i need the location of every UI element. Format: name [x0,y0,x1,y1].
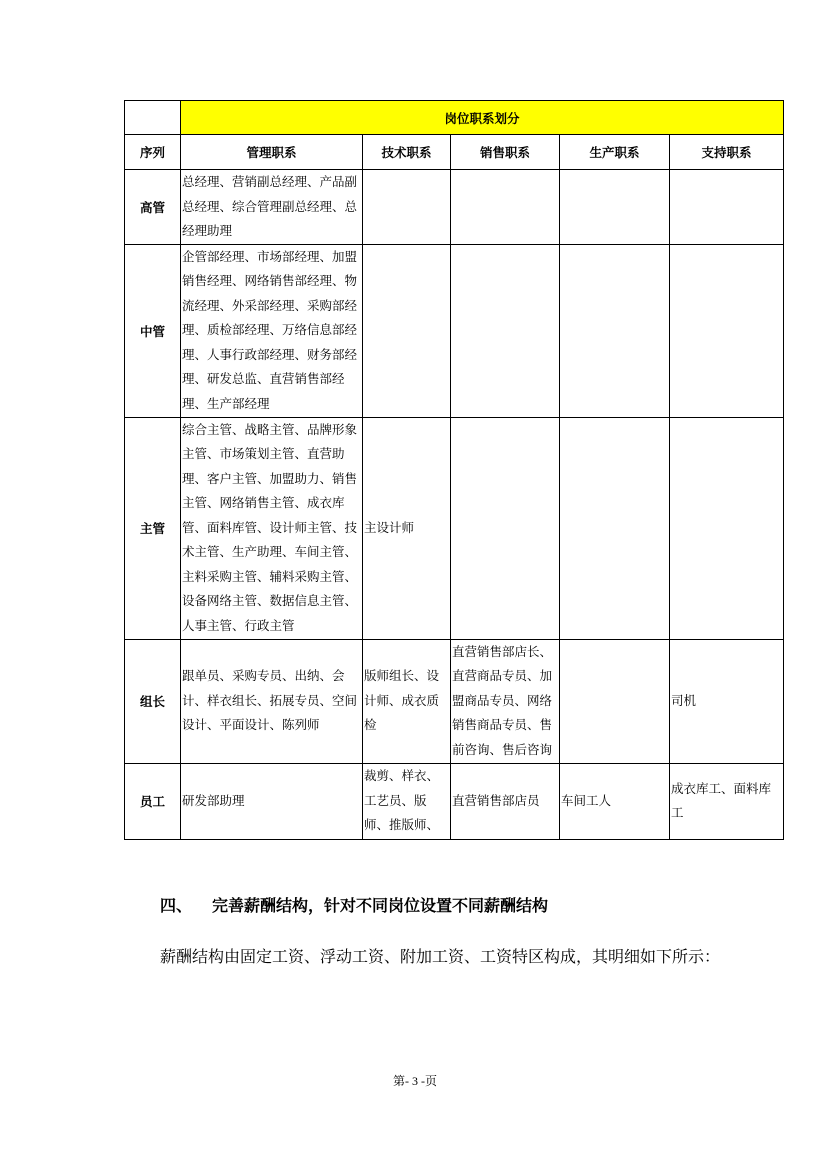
support-cell [670,417,784,639]
empty-corner-cell [125,101,181,135]
management-cell: 企管部经理、市场部经理、加盟销售经理、网络销售部经理、物流经理、外采部经理、采购部经理、质检部经理、万络信息部经理、人事行政部经理、财务部经理、研发总监、直营销售部经理、生产部经理 [181,244,363,417]
support-cell [670,170,784,245]
table-group-header-row [125,101,784,135]
row-level-label: 主管 [125,417,181,639]
section-heading [160,893,548,916]
production-cell: 车间工人 [560,763,670,839]
technical-cell: 主设计师 [363,417,451,639]
sales-cell [451,244,560,417]
page-footer: 第- 3 -页 [393,1074,437,1088]
section-number: 四、 [160,896,193,915]
support-cell: 司机 [670,639,784,763]
row-level-label: 中管 [125,244,181,417]
sales-cell: 直营销售部店长、直营商品专员、加盟商品专员、网络销售商品专员、售前咨询、售后咨询 [451,639,560,763]
table-row [125,763,784,839]
row-level-label: 员工 [125,763,181,839]
column-header: 生产职系 [560,135,670,170]
management-cell: 总经理、营销副总经理、产品副总经理、综合管理副总经理、总经理助理 [181,170,363,245]
row-level-label: 组长 [125,639,181,763]
production-cell [560,170,670,245]
column-header: 序列 [125,135,181,170]
production-cell [560,639,670,763]
management-cell: 研发部助理 [181,763,363,839]
technical-cell [363,170,451,245]
technical-cell: 裁剪、样衣、工艺员、版师、推版师、 [363,763,451,839]
column-header: 技术职系 [363,135,451,170]
group-header: 岗位职系划分 [181,101,784,135]
section-title: 完善薪酬结构，针对不同岗位设置不同薪酬结构 [212,896,549,915]
production-cell [560,244,670,417]
body-paragraph: 薪酬结构由固定工资、浮动工资、附加工资、工资特区构成，其明细如下所示： [160,947,721,966]
sales-cell: 直营销售部店员 [451,763,560,839]
management-cell: 综合主管、战略主管、品牌形象主管、市场策划主管、直营助理、客户主管、加盟助力、销售主管、网络销售主管、成衣库管、面料库管、设计师主管、技术主管、生产助理、车间主管、主料采购主管、辅料采购主管、设备网络主管、数据信息主管、人事主管、行政主管 [181,417,363,639]
column-header-row [125,135,784,170]
production-cell [560,417,670,639]
management-cell: 跟单员、采购专员、出纳、会计、样衣组长、拓展专员、空间设计、平面设计、陈列师 [181,639,363,763]
row-level-label: 高管 [125,170,181,245]
column-header: 管理职系 [181,135,363,170]
table-row [125,417,784,639]
table-row [125,244,784,417]
technical-cell: 版师组长、设计师、成衣质检 [363,639,451,763]
sales-cell [451,417,560,639]
technical-cell [363,244,451,417]
support-cell: 成衣库工、面料库工 [670,763,784,839]
job-classification-table [124,100,784,840]
column-header: 销售职系 [451,135,560,170]
table-row [125,639,784,763]
column-header: 支持职系 [670,135,784,170]
sales-cell [451,170,560,245]
table-row [125,170,784,245]
support-cell [670,244,784,417]
